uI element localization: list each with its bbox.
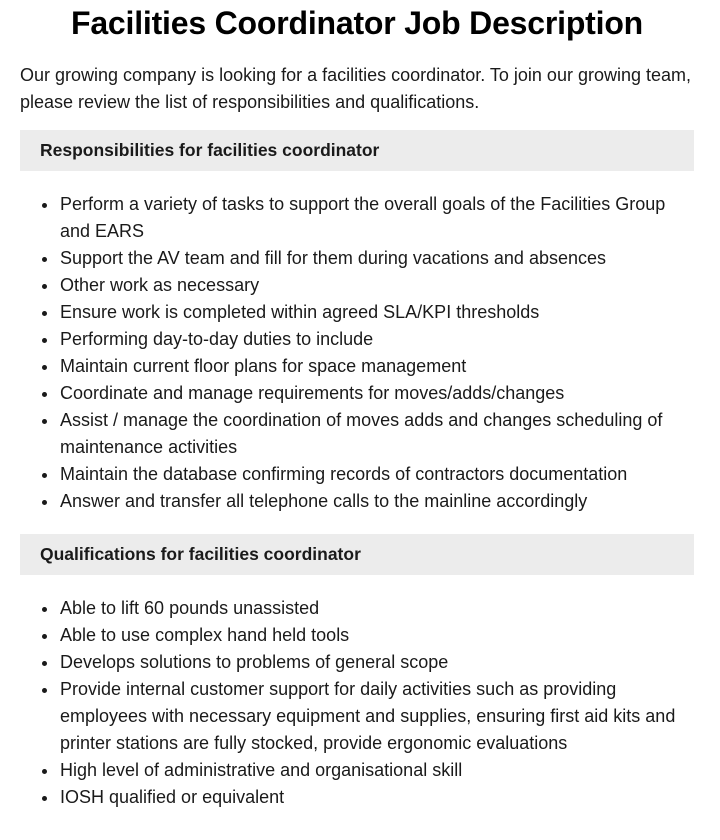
bullet-icon [42, 311, 47, 316]
bullet-icon [42, 473, 47, 478]
responsibilities-heading: Responsibilities for facilities coordinator [20, 130, 694, 171]
bullet-icon [42, 796, 47, 801]
list-item [60, 488, 694, 515]
responsibilities-list [20, 191, 694, 515]
list-item [60, 380, 694, 407]
bullet-icon [42, 419, 47, 424]
bullet-icon [42, 365, 47, 370]
list-item-text: IOSH qualified or equivalent [60, 787, 285, 807]
list-item [60, 649, 694, 676]
list-item-text: Maintain current floor plans for space management [60, 356, 467, 376]
list-item [60, 784, 694, 811]
list-item-text: Assist / manage the coordination of moves adds and changes scheduling of maintenance activities [60, 410, 663, 457]
list-item [60, 622, 694, 649]
bullet-icon [42, 392, 47, 397]
bullet-icon [42, 203, 47, 208]
list-item [60, 272, 694, 299]
list-item [60, 299, 694, 326]
bullet-icon [42, 500, 47, 505]
list-item-text: Able to lift 60 pounds unassisted [60, 598, 320, 618]
list-item [60, 595, 694, 622]
qualifications-list [20, 595, 694, 811]
list-item [60, 676, 694, 757]
list-item [60, 407, 694, 461]
list-item [60, 757, 694, 784]
list-item-text: Performing day-to-day duties to include [60, 329, 374, 349]
list-item-text: Answer and transfer all telephone calls to the mainline accordingly [60, 491, 588, 511]
list-item [60, 461, 694, 488]
bullet-icon [42, 688, 47, 693]
list-item-text: Other work as necessary [60, 275, 260, 295]
bullet-icon [42, 769, 47, 774]
list-item-text: Provide internal customer support for daily activities such as providing employees with necessary equipment and supplies, ensuring first aid kits and printer stations are fully stocked, provide ergonomic evaluations [60, 679, 676, 753]
bullet-icon [42, 634, 47, 639]
list-item-text: Able to use complex hand held tools [60, 625, 350, 645]
page-title: Facilities Coordinator Job Description [70, 5, 644, 41]
bullet-icon [42, 284, 47, 289]
list-item [60, 245, 694, 272]
list-item-text: High level of administrative and organisational skill [60, 760, 463, 780]
bullet-icon [42, 338, 47, 343]
list-item-text: Maintain the database confirming records of contractors documentation [60, 464, 628, 484]
list-item-text: Perform a variety of tasks to support the overall goals of the Facilities Group and EARS [60, 194, 666, 241]
list-item [60, 353, 694, 380]
bullet-icon [42, 607, 47, 612]
list-item-text: Ensure work is completed within agreed SLA/KPI thresholds [60, 302, 540, 322]
qualifications-heading: Qualifications for facilities coordinator [20, 534, 694, 575]
bullet-icon [42, 257, 47, 262]
bullet-icon [42, 661, 47, 666]
list-item [60, 326, 694, 353]
list-item-text: Coordinate and manage requirements for moves/adds/changes [60, 383, 565, 403]
list-item [60, 191, 694, 245]
list-item-text: Support the AV team and fill for them during vacations and absences [60, 248, 606, 268]
list-item-text: Develops solutions to problems of general scope [60, 652, 449, 672]
intro-paragraph: Our growing company is looking for a facilities coordinator. To join our growing team, please review the list of responsibilities and qualifications. [20, 65, 692, 112]
